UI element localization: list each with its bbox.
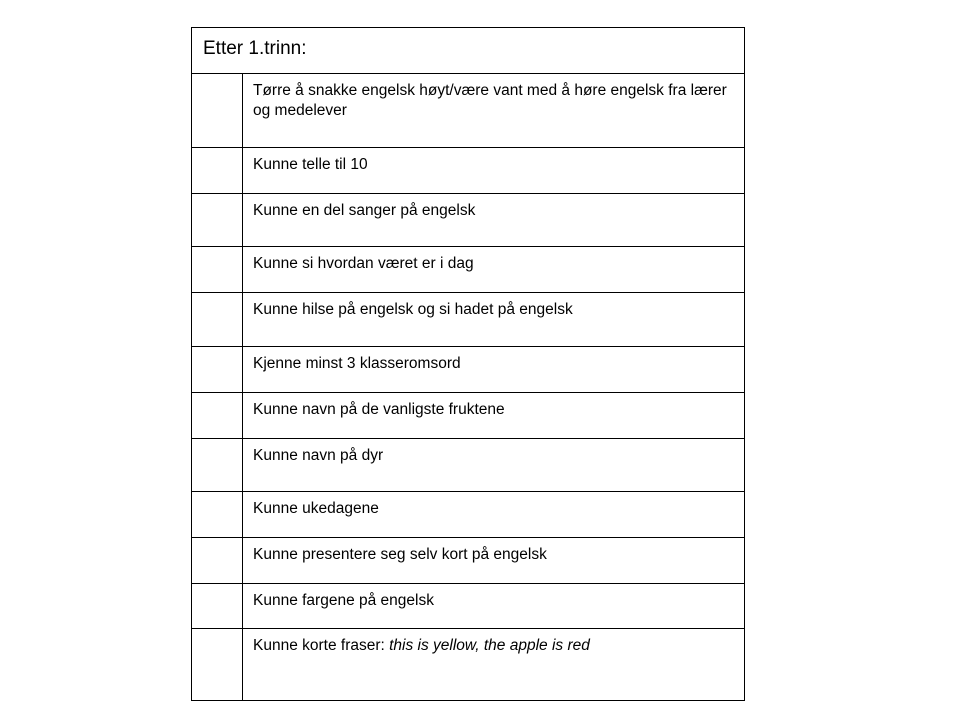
checklist-row [192, 538, 744, 584]
checkbox-cell[interactable] [192, 347, 243, 392]
checklist-item-text: Kunne hilse på engelsk og si hadet på engelsk [253, 301, 573, 318]
checkbox-cell[interactable] [192, 194, 243, 246]
checklist-item-text: Kunne en del sanger på engelsk [253, 202, 476, 219]
checklist-row [192, 393, 744, 439]
checklist-row [192, 194, 744, 247]
checklist-item-text: Kunne fargene på engelsk [253, 592, 434, 609]
checklist-row [192, 492, 744, 538]
checkbox-cell[interactable] [192, 74, 243, 147]
checklist-item-text: Kunne ukedagene [253, 500, 379, 517]
checkbox-cell[interactable] [192, 247, 243, 292]
checklist-row [192, 629, 744, 700]
checkbox-cell[interactable] [192, 393, 243, 438]
checkbox-cell[interactable] [192, 492, 243, 537]
checkbox-cell[interactable] [192, 148, 243, 193]
checklist-item-text: Kunne navn på dyr [253, 447, 384, 464]
checklist-rows [192, 74, 744, 700]
checklist-row [192, 439, 744, 492]
checklist-row [192, 293, 744, 347]
checkbox-cell[interactable] [192, 439, 243, 491]
checklist-row [192, 347, 744, 393]
checklist-item-text: Kunne telle til 10 [253, 156, 368, 173]
checklist-item-text: Kunne navn på de vanligste fruktene [253, 401, 505, 418]
checklist-item-text: Kunne si hvordan været er i dag [253, 255, 474, 272]
checklist-title: Etter 1.trinn: [192, 28, 744, 74]
checklist-row [192, 74, 744, 148]
checkbox-cell[interactable] [192, 584, 243, 628]
checklist-row [192, 584, 744, 629]
checkbox-cell[interactable] [192, 293, 243, 346]
checklist-item-text: Tørre å snakke engelsk høyt/være vant med å høre engelsk fra lærer og medelever [253, 82, 727, 119]
checklist-row [192, 148, 744, 194]
checklist-item-text: Kunne presentere seg selv kort på engelsk [253, 546, 547, 563]
checklist-item-text: Kunne korte fraser: this is yellow, the apple is red [253, 637, 590, 654]
checklist-row [192, 247, 744, 293]
checklist-item-text: Kjenne minst 3 klasseromsord [253, 355, 461, 372]
checklist-table [191, 27, 745, 701]
checkbox-cell[interactable] [192, 629, 243, 700]
checkbox-cell[interactable] [192, 538, 243, 583]
